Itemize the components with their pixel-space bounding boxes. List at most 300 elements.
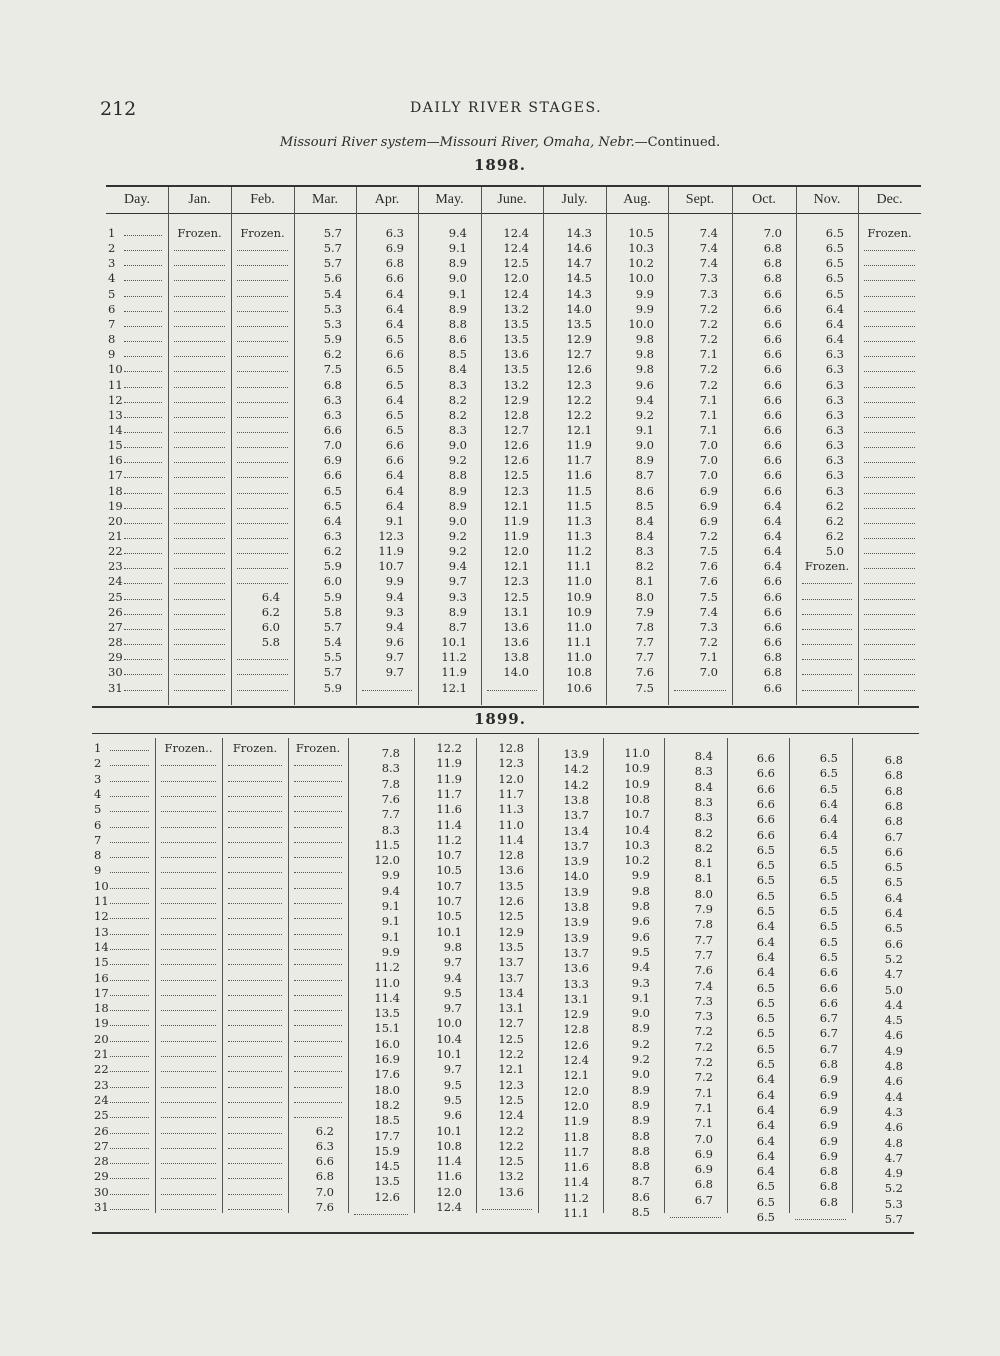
stage-jun-day-5: 12.4 — [503, 286, 529, 301]
stage-aug-day-1: 11.0 — [624, 746, 650, 760]
stage-aug-day-11: 9.6 — [635, 377, 654, 392]
stage-oct-day-22: 6.4 — [756, 1072, 775, 1087]
stage-oct-day-6: 6.6 — [756, 827, 775, 842]
stage-oct-day-5: 6.6 — [763, 286, 782, 301]
empty-entry-dots — [294, 827, 342, 828]
day-number-label: 7 — [108, 316, 116, 331]
stage-jul-day-19: 11.5 — [566, 498, 592, 513]
stage-feb-day-1: Frozen. — [240, 226, 285, 240]
empty-entry-dots — [294, 903, 342, 904]
stage-mar-day-26: 6.2 — [315, 1123, 334, 1138]
stage-oct-day-28: 6.4 — [756, 1164, 775, 1179]
stage-jun-day-30: 14.0 — [503, 665, 529, 680]
stage-may-day-4: 11.7 — [436, 786, 462, 801]
stage-jul-day-1: 13.9 — [563, 747, 589, 761]
stage-jun-day-29: 13.2 — [498, 1169, 524, 1184]
stage-aug-day-14: 9.5 — [631, 944, 650, 959]
stage-jul-day-31: 11.1 — [563, 1206, 589, 1220]
empty-entry-dots — [864, 387, 915, 388]
stage-jul-day-26: 10.9 — [566, 604, 592, 619]
column-header-aug: Aug. — [623, 192, 651, 207]
stage-apr-day-15: 6.6 — [385, 438, 404, 453]
stage-nov-day-23: 6.9 — [819, 1087, 838, 1102]
stage-may-day-15: 9.7 — [443, 955, 462, 970]
stage-aug-day-9: 9.8 — [635, 347, 654, 362]
stage-apr-day-8: 12.0 — [374, 853, 400, 868]
stage-dec-day-6: 6.7 — [884, 829, 903, 844]
empty-entry-dots — [864, 538, 915, 539]
empty-entry-dots — [161, 842, 216, 843]
empty-entry-dots — [674, 690, 726, 691]
day-number-label: 12 — [94, 909, 109, 924]
stage-mar-day-12: 6.3 — [323, 392, 342, 407]
empty-entry-dots — [864, 493, 915, 494]
stage-apr-day-4: 7.6 — [381, 791, 400, 806]
stage-may-day-29: 11.2 — [441, 650, 467, 665]
column-header-may: May. — [435, 192, 464, 207]
stage-may-day-27: 10.8 — [436, 1138, 462, 1153]
empty-entry-dots — [237, 462, 288, 463]
leader-dots — [110, 949, 149, 950]
stage-nov-day-9: 6.5 — [819, 873, 838, 888]
empty-entry-dots — [354, 1214, 408, 1215]
stage-apr-day-17: 6.4 — [385, 468, 404, 483]
leader-dots — [124, 477, 162, 478]
stage-jun-day-4: 12.0 — [503, 271, 529, 286]
stage-sep-day-17: 7.0 — [699, 468, 718, 483]
stage-jul-day-23: 11.1 — [566, 559, 592, 574]
stage-aug-day-13: 9.2 — [635, 407, 654, 422]
stage-apr-day-27: 9.4 — [385, 619, 404, 634]
stage-oct-day-14: 6.4 — [756, 949, 775, 964]
stage-jul-day-8: 13.9 — [563, 854, 589, 869]
stage-nov-day-3: 6.5 — [825, 256, 844, 271]
stage-nov-day-22: 5.0 — [825, 544, 844, 559]
stage-nov-day-20: 6.2 — [825, 513, 844, 528]
stage-oct-day-27: 6.4 — [756, 1148, 775, 1163]
stage-nov-day-13: 6.5 — [819, 934, 838, 949]
day-number-label: 16 — [94, 970, 109, 985]
stage-oct-day-2: 6.8 — [763, 241, 782, 256]
stage-sep-day-3: 8.4 — [694, 779, 713, 794]
stage-nov-day-5: 6.5 — [825, 286, 844, 301]
stage-aug-day-31: 8.5 — [631, 1205, 650, 1219]
stage-aug-day-30: 8.6 — [631, 1189, 650, 1204]
stage-oct-day-20: 6.4 — [763, 513, 782, 528]
stage-jul-day-12: 12.2 — [566, 392, 592, 407]
stage-sep-day-14: 7.1 — [699, 422, 718, 437]
stage-aug-day-15: 9.4 — [631, 960, 650, 975]
stage-aug-day-25: 8.9 — [631, 1113, 650, 1128]
empty-entry-dots — [795, 1219, 846, 1220]
day-number-label: 3 — [108, 256, 116, 271]
stage-jun-day-3: 12.0 — [498, 771, 524, 786]
stage-may-day-13: 8.2 — [448, 407, 467, 422]
empty-entry-dots — [228, 903, 282, 904]
empty-entry-dots — [802, 599, 852, 600]
column-header-sep: Sept. — [685, 192, 715, 207]
empty-entry-dots — [864, 311, 915, 312]
empty-entry-dots — [237, 583, 288, 584]
stage-apr-day-15: 11.2 — [374, 960, 400, 975]
stage-mar-day-22: 6.2 — [323, 544, 342, 559]
year-heading-1898: 1898. — [474, 156, 526, 174]
stage-aug-day-4: 10.0 — [628, 271, 654, 286]
empty-entry-dots — [864, 568, 915, 569]
stage-aug-day-27: 7.8 — [635, 619, 654, 634]
stage-oct-day-21: 6.5 — [756, 1057, 775, 1071]
empty-entry-dots — [161, 827, 216, 828]
stage-aug-day-12: 9.6 — [631, 914, 650, 929]
day-number-label: 13 — [108, 407, 123, 422]
stage-sep-day-25: 7.5 — [699, 589, 718, 604]
stage-aug-day-29: 8.7 — [631, 1174, 650, 1189]
empty-entry-dots — [864, 553, 915, 554]
empty-entry-dots — [294, 842, 342, 843]
empty-entry-dots — [294, 796, 342, 797]
stage-apr-day-25: 18.5 — [374, 1113, 400, 1128]
stage-sep-day-12: 7.1 — [699, 392, 718, 407]
day-number-label: 18 — [94, 1001, 109, 1016]
stage-mar-day-25: 5.9 — [323, 589, 342, 604]
stage-mar-day-14: 6.6 — [323, 422, 342, 437]
stage-may-day-18: 8.9 — [448, 483, 467, 498]
day-number-label: 14 — [94, 939, 109, 954]
stage-may-day-20: 10.4 — [436, 1031, 462, 1046]
stage-jun-day-2: 12.4 — [503, 241, 529, 256]
empty-entry-dots — [294, 934, 342, 935]
empty-entry-dots — [294, 1117, 342, 1118]
stage-apr-day-4: 6.6 — [385, 271, 404, 286]
stage-aug-day-22: 9.0 — [631, 1067, 650, 1082]
stage-nov-day-19: 6.7 — [819, 1026, 838, 1041]
empty-entry-dots — [294, 1087, 342, 1088]
empty-entry-dots — [161, 1117, 216, 1118]
stage-dec-day-3: 6.8 — [884, 783, 903, 798]
empty-entry-dots — [228, 827, 282, 828]
stage-jun-day-3: 12.5 — [503, 256, 529, 271]
empty-entry-dots — [228, 1194, 282, 1195]
stage-apr-day-2: 8.3 — [381, 761, 400, 776]
stage-jul-day-13: 13.9 — [563, 930, 589, 945]
empty-entry-dots — [228, 842, 282, 843]
leader-dots — [124, 493, 162, 494]
day-number-label: 19 — [108, 498, 123, 513]
stage-aug-day-19: 8.5 — [635, 498, 654, 513]
empty-entry-dots — [228, 765, 282, 766]
stage-oct-day-9: 6.6 — [763, 347, 782, 362]
day-number-label: 9 — [108, 347, 116, 362]
leader-dots — [110, 903, 149, 904]
stage-sep-day-20: 6.9 — [699, 513, 718, 528]
empty-entry-dots — [228, 1025, 282, 1026]
leader-dots — [110, 1194, 149, 1195]
stage-mar-day-5: 5.4 — [323, 286, 342, 301]
stage-aug-day-10: 9.8 — [635, 362, 654, 377]
stage-apr-day-16: 11.0 — [374, 975, 400, 990]
leader-dots — [124, 523, 162, 524]
stage-nov-day-14: 6.5 — [819, 949, 838, 964]
day-number-label: 1 — [108, 226, 116, 240]
stage-nov-day-28: 6.8 — [819, 1164, 838, 1179]
stage-aug-day-5: 9.9 — [635, 286, 654, 301]
stage-oct-day-26: 6.4 — [756, 1133, 775, 1148]
day-number-label: 26 — [94, 1123, 109, 1138]
empty-entry-dots — [228, 1010, 282, 1011]
day-number-label: 10 — [94, 878, 109, 893]
leader-dots — [124, 417, 162, 418]
empty-entry-dots — [864, 644, 915, 645]
stage-sep-day-29: 6.8 — [694, 1177, 713, 1192]
stage-apr-day-3: 6.8 — [385, 256, 404, 271]
stage-aug-day-16: 9.3 — [631, 975, 650, 990]
empty-entry-dots — [174, 432, 225, 433]
leader-dots — [124, 371, 162, 372]
leader-dots — [124, 629, 162, 630]
stage-may-day-8: 8.6 — [448, 332, 467, 347]
stage-sep-day-30: 6.7 — [694, 1192, 713, 1207]
empty-entry-dots — [228, 1071, 282, 1072]
empty-entry-dots — [228, 934, 282, 935]
stage-jul-day-6: 14.0 — [566, 301, 592, 316]
stage-oct-day-5: 6.6 — [756, 812, 775, 827]
stage-jun-day-18: 12.3 — [503, 483, 529, 498]
stage-jul-day-7: 13.7 — [563, 838, 589, 853]
leader-dots — [124, 644, 162, 645]
empty-entry-dots — [802, 674, 852, 675]
column-header-nov: Nov. — [813, 192, 841, 207]
stage-aug-day-23: 8.9 — [631, 1082, 650, 1097]
stage-dec-day-12: 6.5 — [884, 921, 903, 936]
stage-mar-day-21: 6.3 — [323, 529, 342, 543]
stage-jul-day-12: 13.9 — [563, 915, 589, 930]
stage-dec-day-16: 5.0 — [884, 982, 903, 997]
stage-feb-day-27: 6.0 — [261, 619, 280, 634]
stage-nov-day-2: 6.5 — [819, 766, 838, 781]
empty-entry-dots — [174, 402, 225, 403]
empty-entry-dots — [228, 949, 282, 950]
stage-dec-day-21: 4.8 — [884, 1059, 903, 1073]
stage-jun-day-2: 12.3 — [498, 756, 524, 771]
leader-dots — [124, 462, 162, 463]
stage-may-day-16: 9.2 — [448, 453, 467, 468]
day-number-label: 20 — [108, 513, 123, 528]
stage-jun-day-7: 13.5 — [503, 316, 529, 331]
empty-entry-dots — [228, 1056, 282, 1057]
empty-entry-dots — [228, 857, 282, 858]
stage-may-day-30: 12.0 — [436, 1184, 462, 1199]
empty-entry-dots — [864, 447, 915, 448]
table-subtitle — [0, 135, 1000, 150]
stage-oct-day-6: 6.6 — [763, 301, 782, 316]
stage-may-day-14: 9.8 — [443, 939, 462, 954]
stage-may-day-31: 12.1 — [441, 680, 467, 695]
empty-entry-dots — [864, 599, 915, 600]
stage-apr-day-28: 14.5 — [374, 1159, 400, 1174]
stage-jun-day-22: 12.0 — [503, 544, 529, 559]
stage-aug-day-31: 7.5 — [635, 680, 654, 695]
stage-nov-day-6: 6.4 — [825, 301, 844, 316]
empty-entry-dots — [161, 781, 216, 782]
empty-entry-dots — [161, 1071, 216, 1072]
leader-dots — [124, 280, 162, 281]
stage-jun-day-13: 12.9 — [498, 924, 524, 939]
empty-entry-dots — [294, 765, 342, 766]
empty-entry-dots — [228, 1041, 282, 1042]
stage-jun-day-16: 13.7 — [498, 970, 524, 985]
empty-entry-dots — [864, 614, 915, 615]
empty-entry-dots — [864, 523, 915, 524]
stage-aug-day-7: 10.0 — [628, 316, 654, 331]
stage-feb-day-28: 5.8 — [261, 635, 280, 650]
column-divider — [168, 187, 169, 705]
stage-jul-day-31: 10.6 — [566, 680, 592, 695]
empty-entry-dots — [174, 371, 225, 372]
stage-sep-day-12: 7.8 — [694, 917, 713, 932]
stage-nov-day-5: 6.4 — [819, 812, 838, 827]
stage-jul-day-30: 11.2 — [563, 1190, 589, 1205]
stage-nov-day-24: 6.9 — [819, 1102, 838, 1117]
empty-entry-dots — [161, 949, 216, 950]
stage-oct-day-1: 6.6 — [756, 751, 775, 765]
stage-oct-day-27: 6.6 — [763, 619, 782, 634]
stage-oct-day-23: 6.4 — [763, 559, 782, 574]
stage-jul-day-5: 14.3 — [566, 286, 592, 301]
stage-aug-day-10: 9.8 — [631, 883, 650, 898]
empty-entry-dots — [294, 781, 342, 782]
stage-oct-day-4: 6.6 — [756, 796, 775, 811]
empty-entry-dots — [237, 477, 288, 478]
empty-entry-dots — [174, 341, 225, 342]
day-number-label: 14 — [108, 422, 123, 437]
stage-nov-day-6: 6.4 — [819, 827, 838, 842]
stage-apr-day-29: 9.7 — [385, 650, 404, 665]
empty-entry-dots — [228, 888, 282, 889]
leader-dots — [110, 796, 149, 797]
empty-entry-dots — [864, 690, 915, 691]
day-number-label: 24 — [108, 574, 123, 589]
leader-dots — [124, 614, 162, 615]
stage-oct-day-31: 6.5 — [756, 1210, 775, 1224]
stage-jun-day-20: 11.9 — [503, 513, 529, 528]
stage-jul-day-11: 12.3 — [566, 377, 592, 392]
stage-jun-day-11: 13.2 — [503, 377, 529, 392]
stage-dec-day-27: 4.7 — [884, 1150, 903, 1165]
stage-jun-day-26: 13.1 — [503, 604, 529, 619]
stage-jul-day-2: 14.6 — [566, 241, 592, 256]
empty-entry-dots — [161, 1178, 216, 1179]
stage-jun-day-26: 12.2 — [498, 1123, 524, 1138]
stage-aug-day-21: 8.4 — [635, 529, 654, 543]
stage-may-day-1: 9.4 — [448, 226, 467, 240]
stage-jul-day-1: 14.3 — [566, 226, 592, 240]
empty-entry-dots — [228, 995, 282, 996]
stage-aug-day-24: 8.9 — [631, 1097, 650, 1112]
leader-dots — [110, 750, 149, 751]
stage-may-day-4: 9.0 — [448, 271, 467, 286]
stage-may-day-24: 9.5 — [443, 1092, 462, 1107]
empty-entry-dots — [174, 417, 225, 418]
empty-entry-dots — [237, 311, 288, 312]
empty-entry-dots — [161, 1025, 216, 1026]
stage-may-day-17: 9.5 — [443, 985, 462, 1000]
stage-nov-day-3: 6.5 — [819, 781, 838, 796]
empty-entry-dots — [228, 872, 282, 873]
day-number-label: 31 — [94, 1200, 109, 1214]
empty-entry-dots — [237, 356, 288, 357]
stage-mar-day-8: 5.9 — [323, 332, 342, 347]
stage-apr-day-12: 6.4 — [385, 392, 404, 407]
stage-apr-day-13: 6.5 — [385, 407, 404, 422]
empty-entry-dots — [174, 659, 225, 660]
stage-sep-day-11: 7.9 — [694, 902, 713, 916]
stage-apr-day-3: 7.8 — [381, 776, 400, 791]
stage-jul-day-9: 14.0 — [563, 869, 589, 884]
stage-mar-day-1: Frozen. — [295, 741, 341, 755]
stage-mar-day-29: 5.5 — [323, 650, 342, 665]
empty-entry-dots — [228, 918, 282, 919]
day-number-label: 30 — [94, 1184, 109, 1199]
stage-apr-day-6: 6.4 — [385, 301, 404, 316]
stage-jul-day-28: 11.6 — [563, 1160, 589, 1175]
empty-entry-dots — [294, 1056, 342, 1057]
empty-entry-dots — [237, 265, 288, 266]
stage-jun-day-23: 12.1 — [503, 559, 529, 574]
stage-may-day-19: 10.0 — [436, 1016, 462, 1031]
stage-sep-day-6: 7.2 — [699, 301, 718, 316]
stage-may-day-9: 8.5 — [448, 347, 467, 362]
stage-aug-day-22: 8.3 — [635, 544, 654, 559]
stage-jul-day-7: 13.5 — [566, 316, 592, 331]
empty-entry-dots — [174, 387, 225, 388]
stage-jul-day-24: 11.0 — [566, 574, 592, 589]
stage-aug-day-26: 7.9 — [635, 604, 654, 619]
leader-dots — [110, 964, 149, 965]
stage-sep-day-2: 7.4 — [699, 241, 718, 256]
leader-dots — [110, 1102, 149, 1103]
leader-dots — [110, 827, 149, 828]
stage-aug-day-17: 9.1 — [631, 990, 650, 1005]
empty-entry-dots — [174, 599, 225, 600]
stage-sep-day-13: 7.7 — [694, 932, 713, 947]
stage-jun-day-27: 13.6 — [503, 619, 529, 634]
column-divider — [858, 187, 859, 705]
stage-nov-day-15: 6.6 — [819, 965, 838, 980]
stage-mar-day-13: 6.3 — [323, 407, 342, 422]
empty-entry-dots — [294, 1071, 342, 1072]
empty-entry-dots — [864, 250, 915, 251]
day-number-label: 11 — [108, 377, 123, 392]
stage-sep-day-24: 7.1 — [694, 1100, 713, 1115]
stage-sep-day-18: 6.9 — [699, 483, 718, 498]
stage-mar-day-24: 6.0 — [323, 574, 342, 589]
stage-jul-day-11: 13.8 — [563, 900, 589, 914]
empty-entry-dots — [174, 644, 225, 645]
stage-dec-day-15: 4.7 — [884, 967, 903, 982]
stage-apr-day-21: 12.3 — [378, 529, 404, 543]
stage-dec-day-25: 4.6 — [884, 1120, 903, 1135]
stage-feb-day-25: 6.4 — [261, 589, 280, 604]
stage-may-day-8: 10.7 — [436, 848, 462, 863]
stage-jun-day-12: 12.5 — [498, 909, 524, 924]
stage-mar-day-23: 5.9 — [323, 559, 342, 574]
stage-jul-day-19: 12.8 — [563, 1022, 589, 1037]
empty-entry-dots — [174, 523, 225, 524]
stage-sep-day-4: 8.3 — [694, 794, 713, 809]
stage-sep-day-11: 7.2 — [699, 377, 718, 392]
empty-entry-dots — [237, 568, 288, 569]
stage-jul-day-30: 10.8 — [566, 665, 592, 680]
